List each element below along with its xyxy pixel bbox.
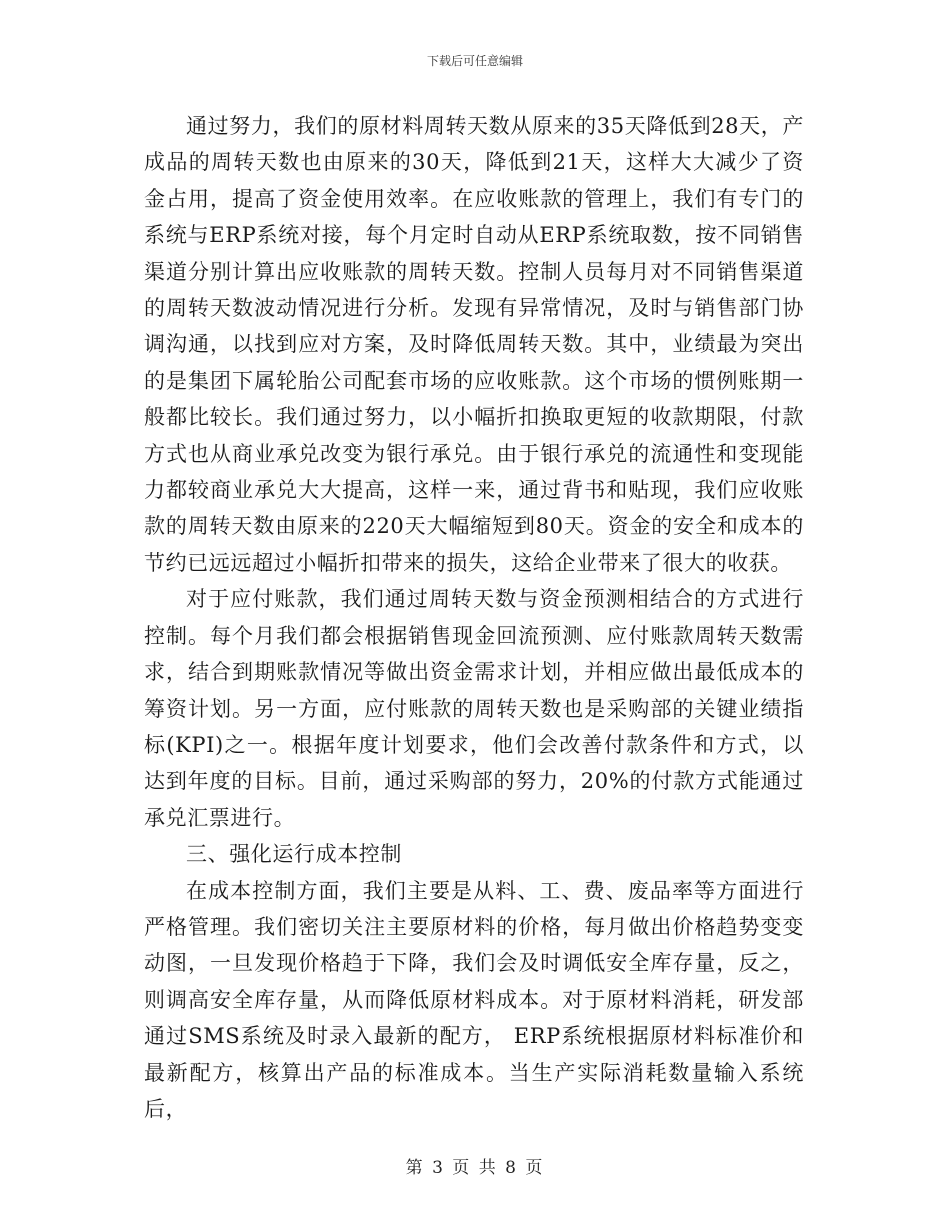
paragraph-turnover-days: 通过努力，我们的原材料周转天数从原来的35天降低到28天，产成品的周转天数也由原来的30天，降低到21天，这样大大减少了资金占用，提高了资金使用效率。在应收账款的管理上，我们有专门的系统与ERP系统对接，每个月定时自动从ERP系统取数，按不同销售渠道分别计算出应收账款的周转天数。控制人员每月对不同销售渠道的周转天数波动情况进行分析。发现有异常情况，及时与销售部门协调沟通，以找到应对方案，及时降低周转天数。其中，业绩最为突出的是集团下属轮胎公司配套市场的应收账款。这个市场的惯例账期一般都比较长。我们通过努力，以小幅折扣换取更短的收款期限，付款方式也从商业承兑改变为银行承兑。由于银行承兑的流通性和变现能力都较商业承兑大大提高，这样一来，通过背书和贴现，我们应收账款的周转天数由原来的220天大幅缩短到80天。资金的安全和成本的节约已远远超过小幅折扣带来的损失，这给企业带来了很大的收获。 (144, 114, 804, 575)
section-heading: 三、强化运行成本控制 (186, 842, 402, 867)
document-body (144, 108, 804, 1127)
page-footer: 第 3 页 共 8 页 (405, 1158, 545, 1178)
page-header: 下载后可任意编辑 (426, 54, 523, 68)
paragraph-accounts-payable: 对于应付账款，我们通过周转天数与资金预测相结合的方式进行控制。每个月我们都会根据销售现金回流预测、应付账款周转天数需求，结合到期账款情况等做出资金需求计划，并相应做出最低成本的筹资计划。另一方面，应付账款的周转天数也是采购部的关键业绩指标(KPI)之一。根据年度计划要求，他们会改善付款条件和方式，以达到年度的目标。目前，通过采购部的努力，20%的付款方式能通过承兑汇票进行。 (144, 587, 804, 830)
paragraph-cost-control: 在成本控制方面，我们主要是从料、工、费、废品率等方面进行严格管理。我们密切关注主要原材料的价格，每月做出价格趋势变变动图，一旦发现价格趋于下降，我们会及时调低安全库存量，反之，则调高安全库存量，从而降低原材料成本。对于原材料消耗，研发部通过SMS系统及时录入最新的配方， ERP系统根据原材料标准价和最新配方，核算出产品的标准成本。当生产实际消耗数量输入系统后， (144, 878, 804, 1121)
